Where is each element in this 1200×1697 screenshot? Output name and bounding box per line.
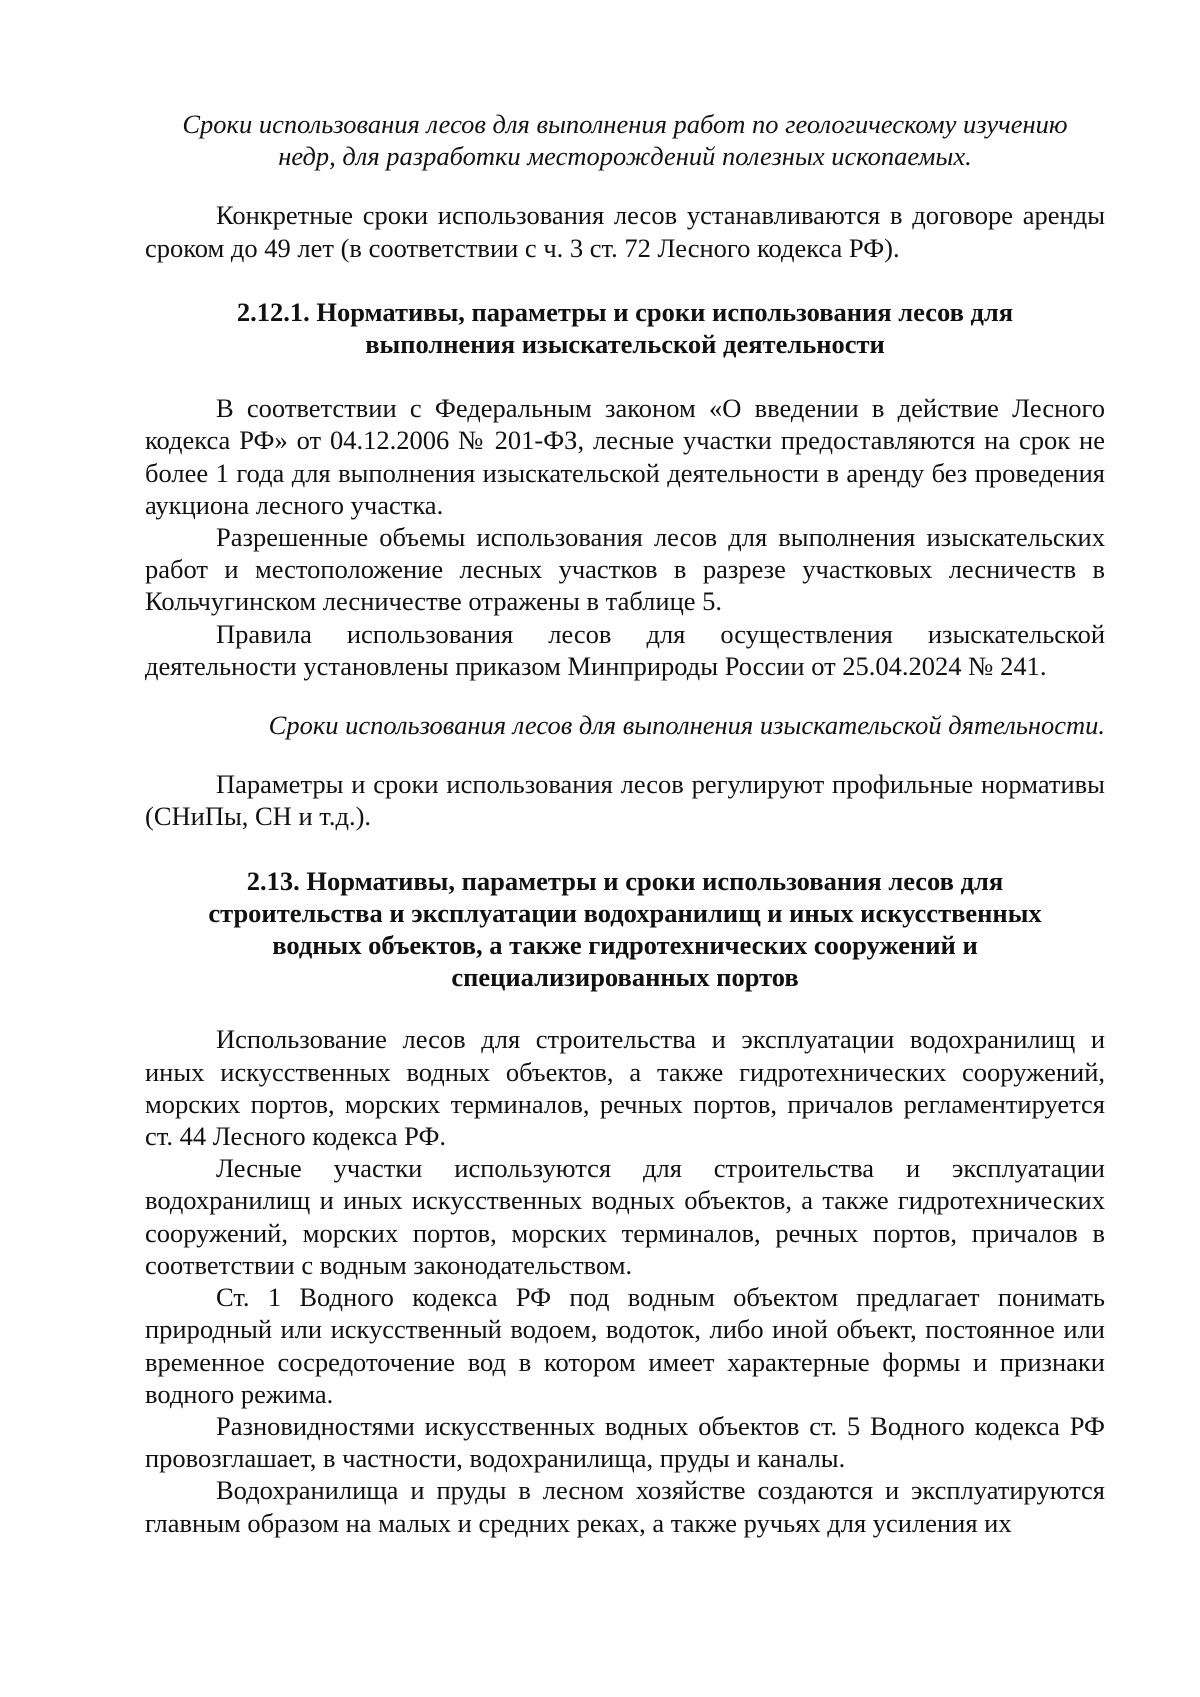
- paragraph: Ст. 1 Водного кодекса РФ под водным объектом предлагает понимать природный или искусственный водоем, водоток, либо иной объект, постоянное или временное сосредоточение вод в котором имеет характерные формы и признаки водного режима.: [145, 1282, 1105, 1409]
- paragraph: Водохранилища и пруды в лесном хозяйстве создаются и эксплуатируются главным образом на малых и средних реках, а также ручьях для усиления их: [145, 1475, 1105, 1538]
- paragraph: Правила использования лесов для осуществления изыскательской деятельности установлены приказом Минприроды России от 25.04.2024 № 241.: [145, 618, 1105, 681]
- section-2-12-1-subheading: Сроки использования лесов для выполнения изыскательской дятельности.: [268, 710, 1105, 741]
- paragraph: В соответствии с Федеральным законом «О введении в действие Лесного кодекса РФ» от 04.12.2006 № 201-ФЗ, лесные участки предоставляются на срок не более 1 года для выполнения изыскательской деятельности в аренду без проведения аукциона лесного участка.: [145, 393, 1105, 520]
- paragraph: Лесные участки используются для строительства и эксплуатации водохранилищ и иных искусственных водных объектов, а также гидротехнических сооружений, морских портов, морских терминалов, речных портов, причалов в соответствии с водным законодательством.: [145, 1153, 1105, 1280]
- section-2-13-title: 2.13. Нормативы, параметры и сроки использования лесов для строительства и эксплуатации водохранилищ и иных искусственных водных объектов, а также гидротехнических сооружений и специализированных портов: [208, 865, 1042, 993]
- document-page: [145, 108, 1105, 1539]
- paragraph: Использование лесов для строительства и эксплуатации водохранилищ и иных искусственных водных объектов, а также гидротехнических сооружений, морских портов, морских терминалов, речных портов, причалов регламентируется ст. 44 Лесного кодекса РФ.: [145, 1024, 1105, 1152]
- paragraph: Разновидностями искусственных водных объектов ст. 5 Водного кодекса РФ провозглашает, в частности, водохранилища, пруды и каналы.: [145, 1410, 1105, 1474]
- paragraph: Разрешенные объемы использования лесов для выполнения изыскательских работ и местоположение лесных участков в разрезе участковых лесничеств в Кольчугинском лесничестве отражены в таблице 5.: [145, 522, 1105, 617]
- intro-heading: Сроки использования лесов для выполнения работ по геологическому изучению недр, для разработки месторождений полезных ископаемых.: [182, 109, 1068, 172]
- section-2-12-1-title: 2.12.1. Нормативы, параметры и сроки использования лесов для выполнения изыскательской деятельности: [236, 296, 1014, 360]
- intro-paragraph: Конкретные сроки использования лесов устанавливаются в договоре аренды сроком до 49 лет (в соответствии с ч. 3 ст. 72 Лесного кодекса РФ).: [145, 200, 1105, 263]
- paragraph: Параметры и сроки использования лесов регулируют профильные нормативы (СНиПы, СН и т.д.).: [145, 769, 1105, 832]
